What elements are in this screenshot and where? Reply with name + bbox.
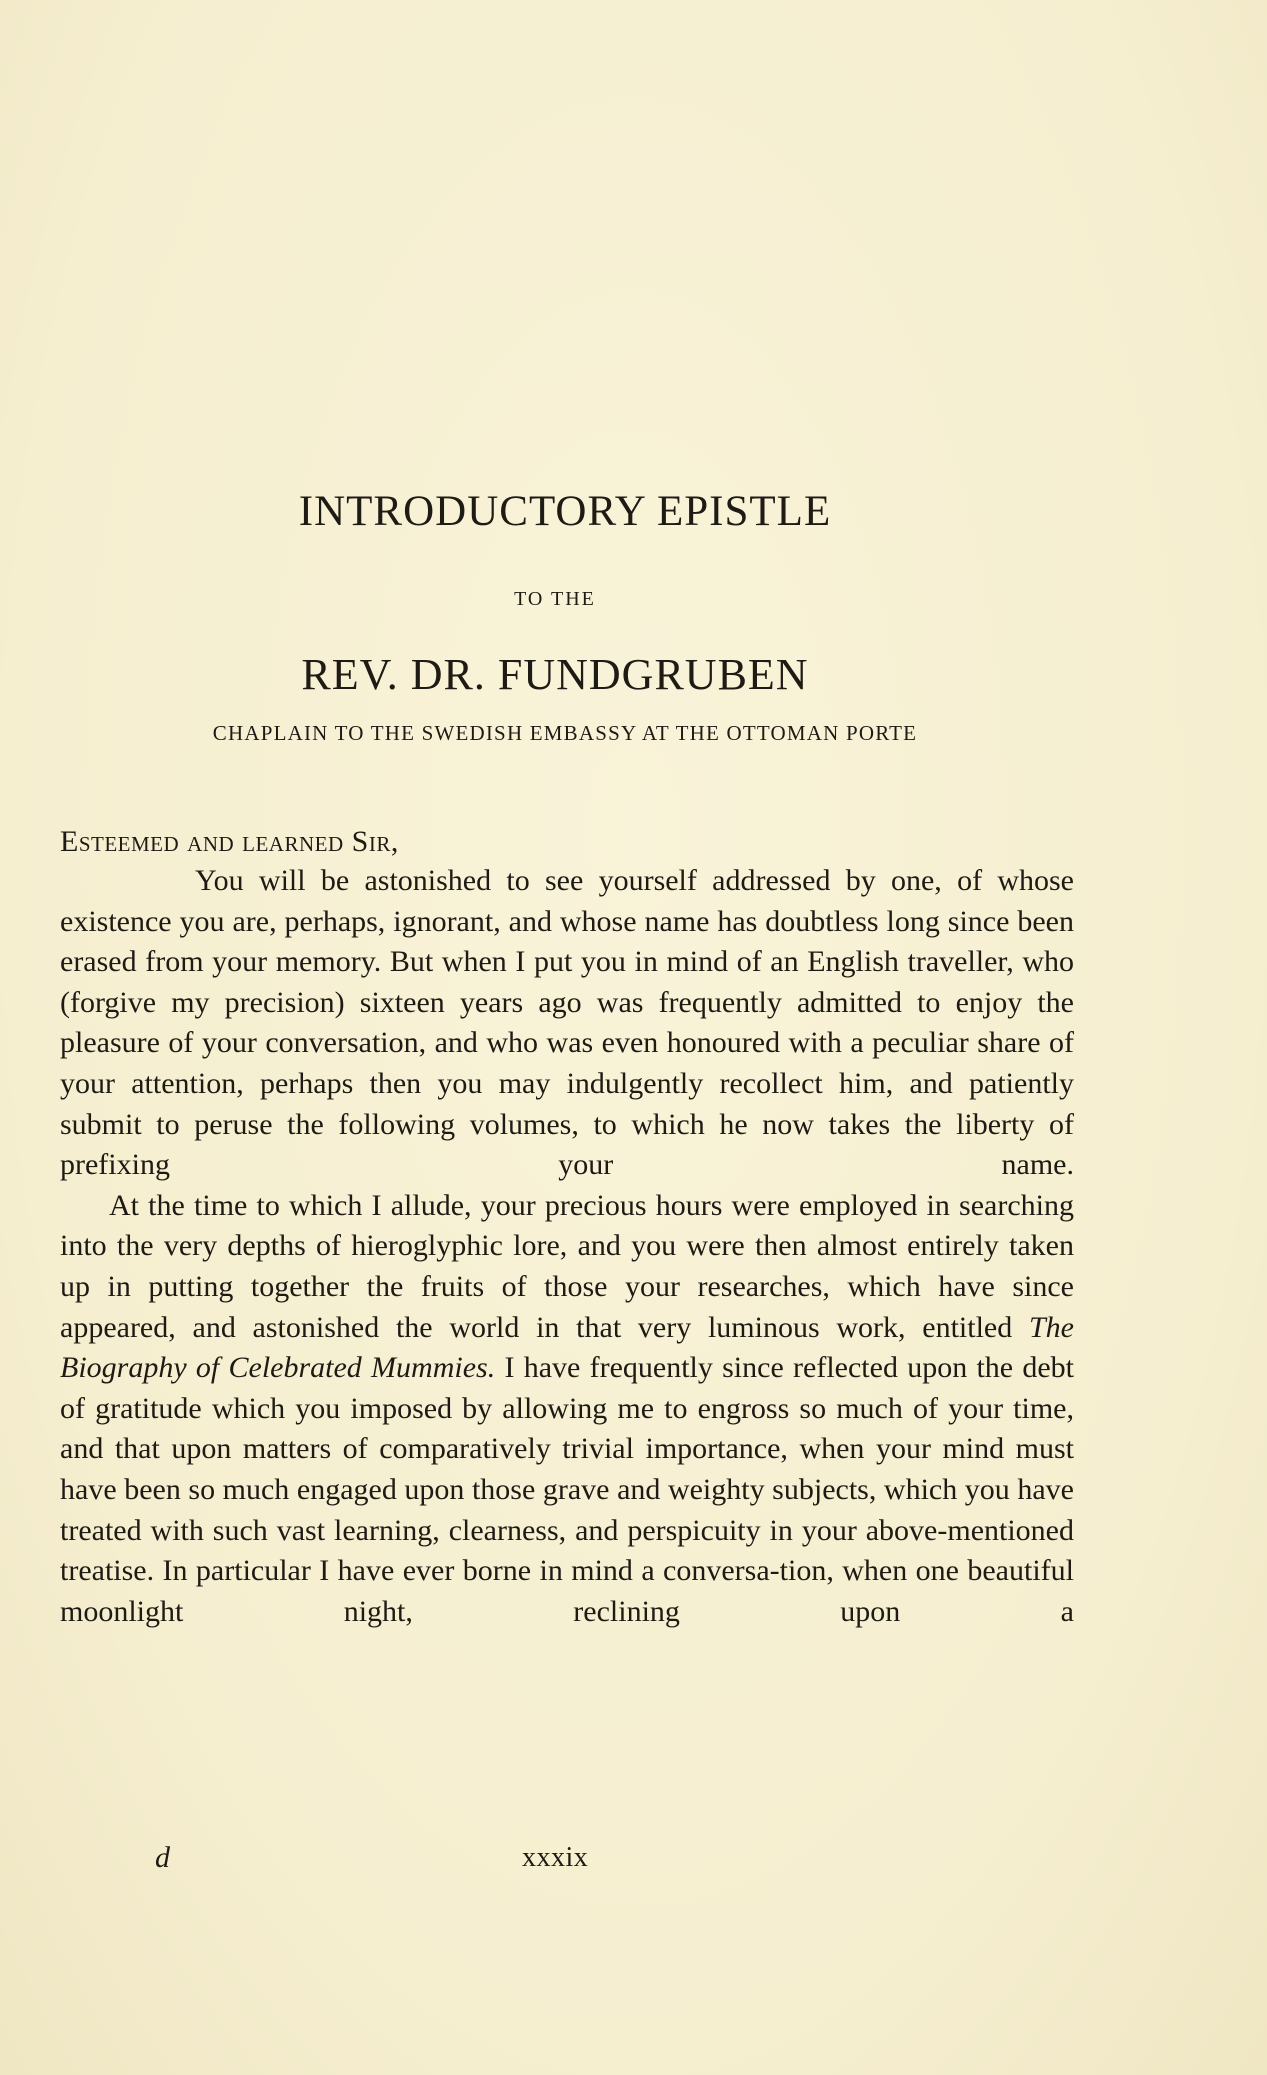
addressee-name: REV. DR. FUNDGRUBEN <box>301 650 809 699</box>
paragraph-2-start: At the time to which I allude, your precious hours were employed in searching into the very depths of hieroglyphic lore, and you were then almost entirely taken up in putting together the fruits of those your researches, which have since appeared, and astonished the world in that very luminous work, entitled <box>60 1188 1074 1344</box>
salutation: Esteemed and learned Sir, <box>60 825 399 858</box>
epistle-body <box>60 861 1074 1632</box>
addressee-office: CHAPLAIN TO THE SWEDISH EMBASSY AT THE OTTOMAN PORTE <box>212 721 918 745</box>
chapter-title: INTRODUCTORY EPISTLE <box>298 488 832 535</box>
paragraph-2 <box>60 1186 1074 1633</box>
paragraph-2-end: I have frequently since reflected upon the debt of gratitude which you imposed by allowing me to engross so much of your time, and that upon matters of comparatively trivial importance, when your mind must have been so much engaged upon those grave and weighty subjects, which you have treated with such vast learning, clearness, and perspicuity in your above-mentioned treatise. In particular I have ever borne in mind a conversa-tion, when one beautiful moonlight night, reclining upon a <box>60 1351 1075 1628</box>
paragraph-1: You will be astonished to see yourself addressed by one, of whose existence you are, perhaps, ignorant, and whose name has doubtless long since been erased from your memory. But when I put you in mind of an English traveller, who (forgive my precision) sixteen years ago was frequently admitted to enjoy the pleasure of your conversation, and who was even honoured with a peculiar share of your attention, perhaps then you may indulgently recollect him, and patiently submit to peruse the following volumes, to which he now takes the liberty of prefixing your name. <box>60 864 1074 1182</box>
signature-mark: d <box>155 1841 170 1874</box>
to-the-line: TO THE <box>514 588 596 610</box>
book-title: The Biography of Celebrated Mummies. <box>60 1310 1074 1385</box>
show-through-text <box>60 90 1080 130</box>
page-number: xxxix <box>522 1842 589 1873</box>
